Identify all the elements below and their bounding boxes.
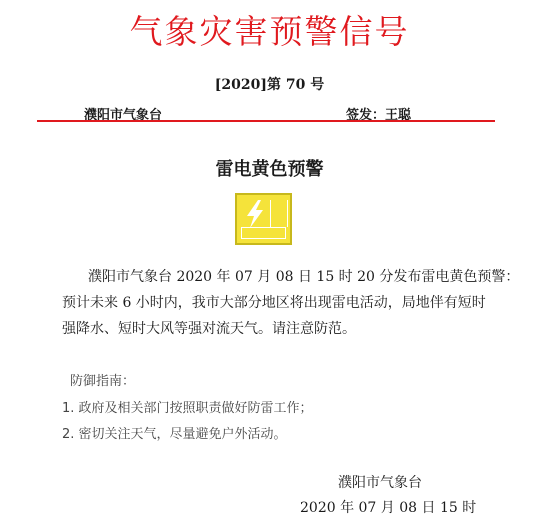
- footer-organization: 濮阳市气象台: [338, 475, 422, 491]
- header-divider: [37, 120, 495, 122]
- issuer-name: 濮阳市气象台: [84, 108, 163, 123]
- warning-signal-badge: [235, 193, 292, 245]
- document-header-title: 气象灾害预警信号: [129, 12, 410, 51]
- guidance-item: 1. 政府及相关部门按照职责做好防雷工作；: [62, 401, 313, 416]
- footer-date: 2020 年 07 月 08 日 15 时: [300, 500, 477, 516]
- warning-body-line: 预计未来 6 小时内，我市大部分地区将出现雷电活动，局地伴有短时: [62, 295, 486, 311]
- document-number: [2020]第 70 号: [214, 77, 325, 93]
- badge-label-strip: [241, 227, 286, 239]
- guidance-item: 2. 密切关注天气，尽量避免户外活动。: [62, 427, 287, 442]
- thunder-glyph-icon: [270, 200, 288, 227]
- warning-title: 雷电黄色预警: [215, 159, 324, 180]
- warning-body-line: 强降水、短时大风等强对流天气。请注意防范。: [62, 321, 356, 337]
- guidance-title: 防御指南：: [70, 374, 136, 389]
- warning-body-line: 濮阳市气象台 2020 年 07 月 08 日 15 时 20 分发布雷电黄色预警：: [88, 269, 520, 285]
- signer-name: 签发：王聪: [346, 108, 412, 123]
- lightning-icon: [244, 199, 266, 229]
